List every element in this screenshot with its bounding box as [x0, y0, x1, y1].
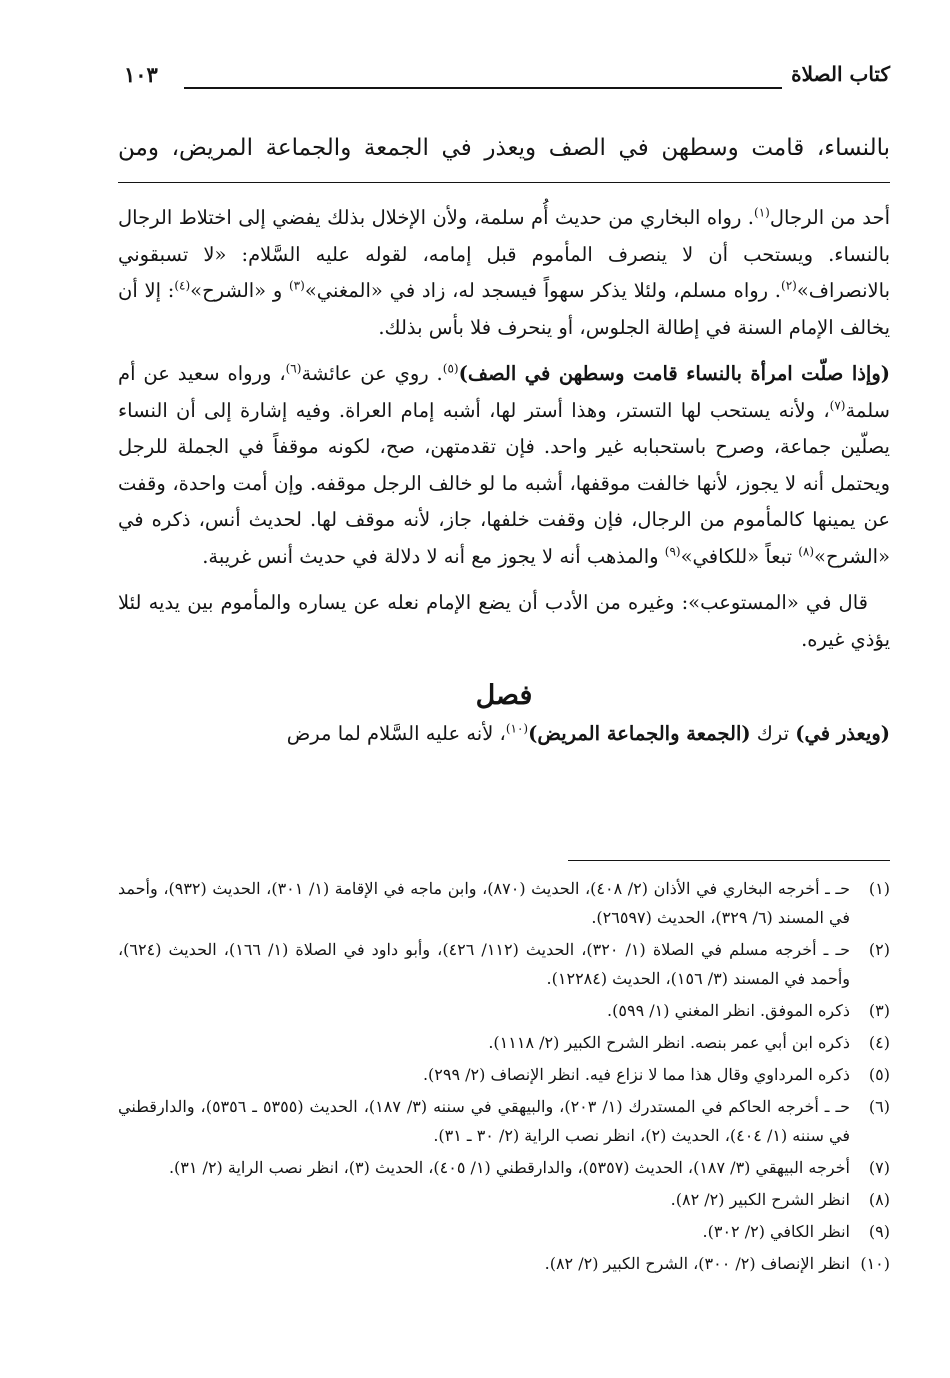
paragraph — [118, 356, 890, 575]
footnote-text: ذكره الموفق. انظر المغني (١/ ٥٩٩). — [607, 1001, 850, 1020]
footnote-ref: (١٠) — [505, 721, 529, 736]
matn-quote: (وإذا صلّت امرأة بالنساء قامت وسطهن في الصف) — [458, 362, 890, 385]
page-number: ١٠٣ — [124, 62, 158, 87]
paragraph: قال في «المستوعب»: وغيره من الأدب أن يضع الإمام نعله عن يساره والمأموم بين يديه لئلا يؤذي غيره. — [118, 591, 890, 651]
footnote-number: (٩) — [868, 1222, 890, 1241]
footnote-number: (٤) — [868, 1033, 890, 1052]
footnote-number: (١٠) — [860, 1254, 890, 1273]
footnote-text: انظر الشرح الكبير (٢/ ٨٢). — [670, 1190, 850, 1209]
footnotes — [118, 874, 890, 1281]
footnote-number: (٧) — [868, 1158, 890, 1177]
text-run: ترك — [750, 722, 796, 745]
footnote — [118, 996, 890, 1025]
section-heading: فصل — [475, 680, 533, 711]
text-run: و «الشرح» — [190, 279, 289, 302]
footnote-number: (٦) — [868, 1097, 890, 1116]
text-run: أحد من الرجال — [769, 206, 890, 229]
matn-quote: (الجمعة والجماعة المريض) — [528, 722, 751, 745]
matn-line: بالنساء، قامت وسطهن في الصف ويعذر في الجمعة والجماعة المريض، ومن — [118, 135, 890, 161]
footnote-ref: (٤) — [174, 278, 191, 293]
matn-quote: (ويعذر في) — [795, 722, 890, 745]
footnote-text: حـ ـ أخرجه الحاكم في المستدرك (١/ ٢٠٣)، والبيهقي في سننه (٣/ ١٨٧)، الحديث (٥٣٥٥ ـ ٥٣٥٦)، والدارقطني في سننه (١/ ٤٠٤)، الحديث (٢)، انظر نصب الراية (٢/ ٣٠ ـ ٣١). — [118, 1097, 851, 1145]
footnote-text: انظر الكافي (٢/ ٣٠٢). — [702, 1222, 850, 1241]
footnote — [118, 935, 890, 993]
footnote — [118, 874, 890, 932]
footnote-ref: (٨) — [798, 544, 815, 558]
footnote-ref: (٩) — [664, 544, 681, 558]
footnote-ref: (٥) — [442, 361, 459, 376]
footnote-number: (٨) — [868, 1190, 890, 1209]
footnote-number: (٥) — [868, 1065, 890, 1084]
paragraph — [118, 716, 890, 753]
main-text — [118, 200, 890, 753]
footnote — [118, 1217, 890, 1246]
footnote-text: أخرجه البيهقي (٣/ ١٨٧)، الحديث (٥٣٥٧)، والدارقطني (١/ ٤٠٥)، الحديث (٣)، انظر نصب الراية (٢/ ٣١). — [168, 1158, 850, 1177]
footnote — [118, 1153, 890, 1182]
footnote — [118, 1249, 890, 1278]
footnote-number: (١) — [868, 879, 890, 898]
footnote-text: حـ ـ أخرجه البخاري في الأذان (٢/ ٤٠٨)، الحديث (٨٧٠)، وابن ماجه في الإقامة (١/ ٣٠١)، الحديث (٩٣٢)، وأحمد في المسند (٦/ ٣٢٩)، الحديث (٢٦٥٩٧). — [118, 879, 850, 927]
paragraph — [118, 200, 890, 346]
text-run: والمذهب أنه لا يجوز مع أنه لا دلالة في حديث أنس غريبة. — [202, 544, 665, 568]
running-header — [118, 62, 890, 102]
text-run: : إلا أن يخالف الإمام السنة في إطالة الجلوس، أو ينحرف فلا بأس بذلك. — [118, 279, 890, 339]
footnote-ref: (٦) — [285, 361, 302, 376]
footnote-ref: (١) — [754, 205, 770, 220]
text-run: ، ورواه سعيد عن أم سلمة — [118, 362, 890, 422]
footnote-text: ذكره المرداوي وقال هذا مما لا نزاع فيه. انظر الإنصاف (٢/ ٢٩٩). — [422, 1065, 850, 1084]
footnote — [118, 1092, 890, 1150]
footnote-text: حـ ـ أخرجه مسلم في الصلاة (١/ ٣٢٠)، الحديث (١١٢/ ٤٢٦)، وأبو داود في الصلاة (١/ ١٦٦)، الحديث (٦٢٤)، وأحمد في المسند (٣/ ١٥٦)، الحديث (١٢٢٨٤). — [118, 940, 851, 988]
footnote-ref: (٢) — [781, 278, 797, 293]
text-run: تبعاً «للكافي» — [680, 544, 799, 568]
footnote-text: انظر الإنصاف (٢/ ٣٠٠)، الشرح الكبير (٢/ ٨٢). — [544, 1254, 850, 1273]
text-run: ، لأنه عليه السَّلام لما مرض — [286, 722, 506, 745]
footnote — [118, 1185, 890, 1214]
text-run: . رواه مسلم، ولئلا يذكر سهواً فيسجد له، زاد في «المغني» — [304, 279, 782, 302]
text-run: . رواه البخاري من حديث أُم سلمة، ولأن الإخلال بذلك يفضي إلى اختلاط الرجال بالنساء. ويستحب أن لا ينصرف المأموم قبل إمامه، لقوله عليه السَّلام: «لا تسبقوني بالانصراف» — [118, 206, 890, 302]
footnote-text: ذكره ابن أبي عمر بنصه. انظر الشرح الكبير (٢/ ١١١٨). — [488, 1033, 850, 1052]
header-rule — [184, 87, 782, 89]
footnote-ref: (٧) — [829, 398, 846, 412]
book-title: كتاب الصلاة — [791, 62, 890, 86]
book-page — [118, 62, 890, 1273]
footnote-ref: (٣) — [288, 278, 305, 293]
footnote — [118, 1060, 890, 1089]
footnote-number: (٢) — [868, 940, 890, 959]
footnote — [118, 1028, 890, 1057]
footnote-number: (٣) — [868, 1001, 890, 1020]
footnote-separator — [568, 860, 890, 861]
matn-divider — [118, 182, 890, 183]
text-run: . روي عن عائشة — [301, 362, 443, 385]
text-run: ، ولأنه يستحب لها التستر، وهذا أستر لها، أشبه إمام العراة. وفيه إشارة إلى أن النساء يصلّين جماعة، وصرح باستحبابه غير واحد. فإن تقدمتهن، صح، لكونه موقفاً في الجملة للرجل ويحتمل أنه لا يجوز، لأنها خالفت موقفها، أشبه ما لو خالف الرجل موقفه. وإن أمت واحدة، وقفت عن يمينها كالمأموم من الرجال، فإن وقفت خلفها، جاز، لأنه موقف لها. لحديث أنس، ذكره في «الشرح» — [118, 398, 890, 568]
